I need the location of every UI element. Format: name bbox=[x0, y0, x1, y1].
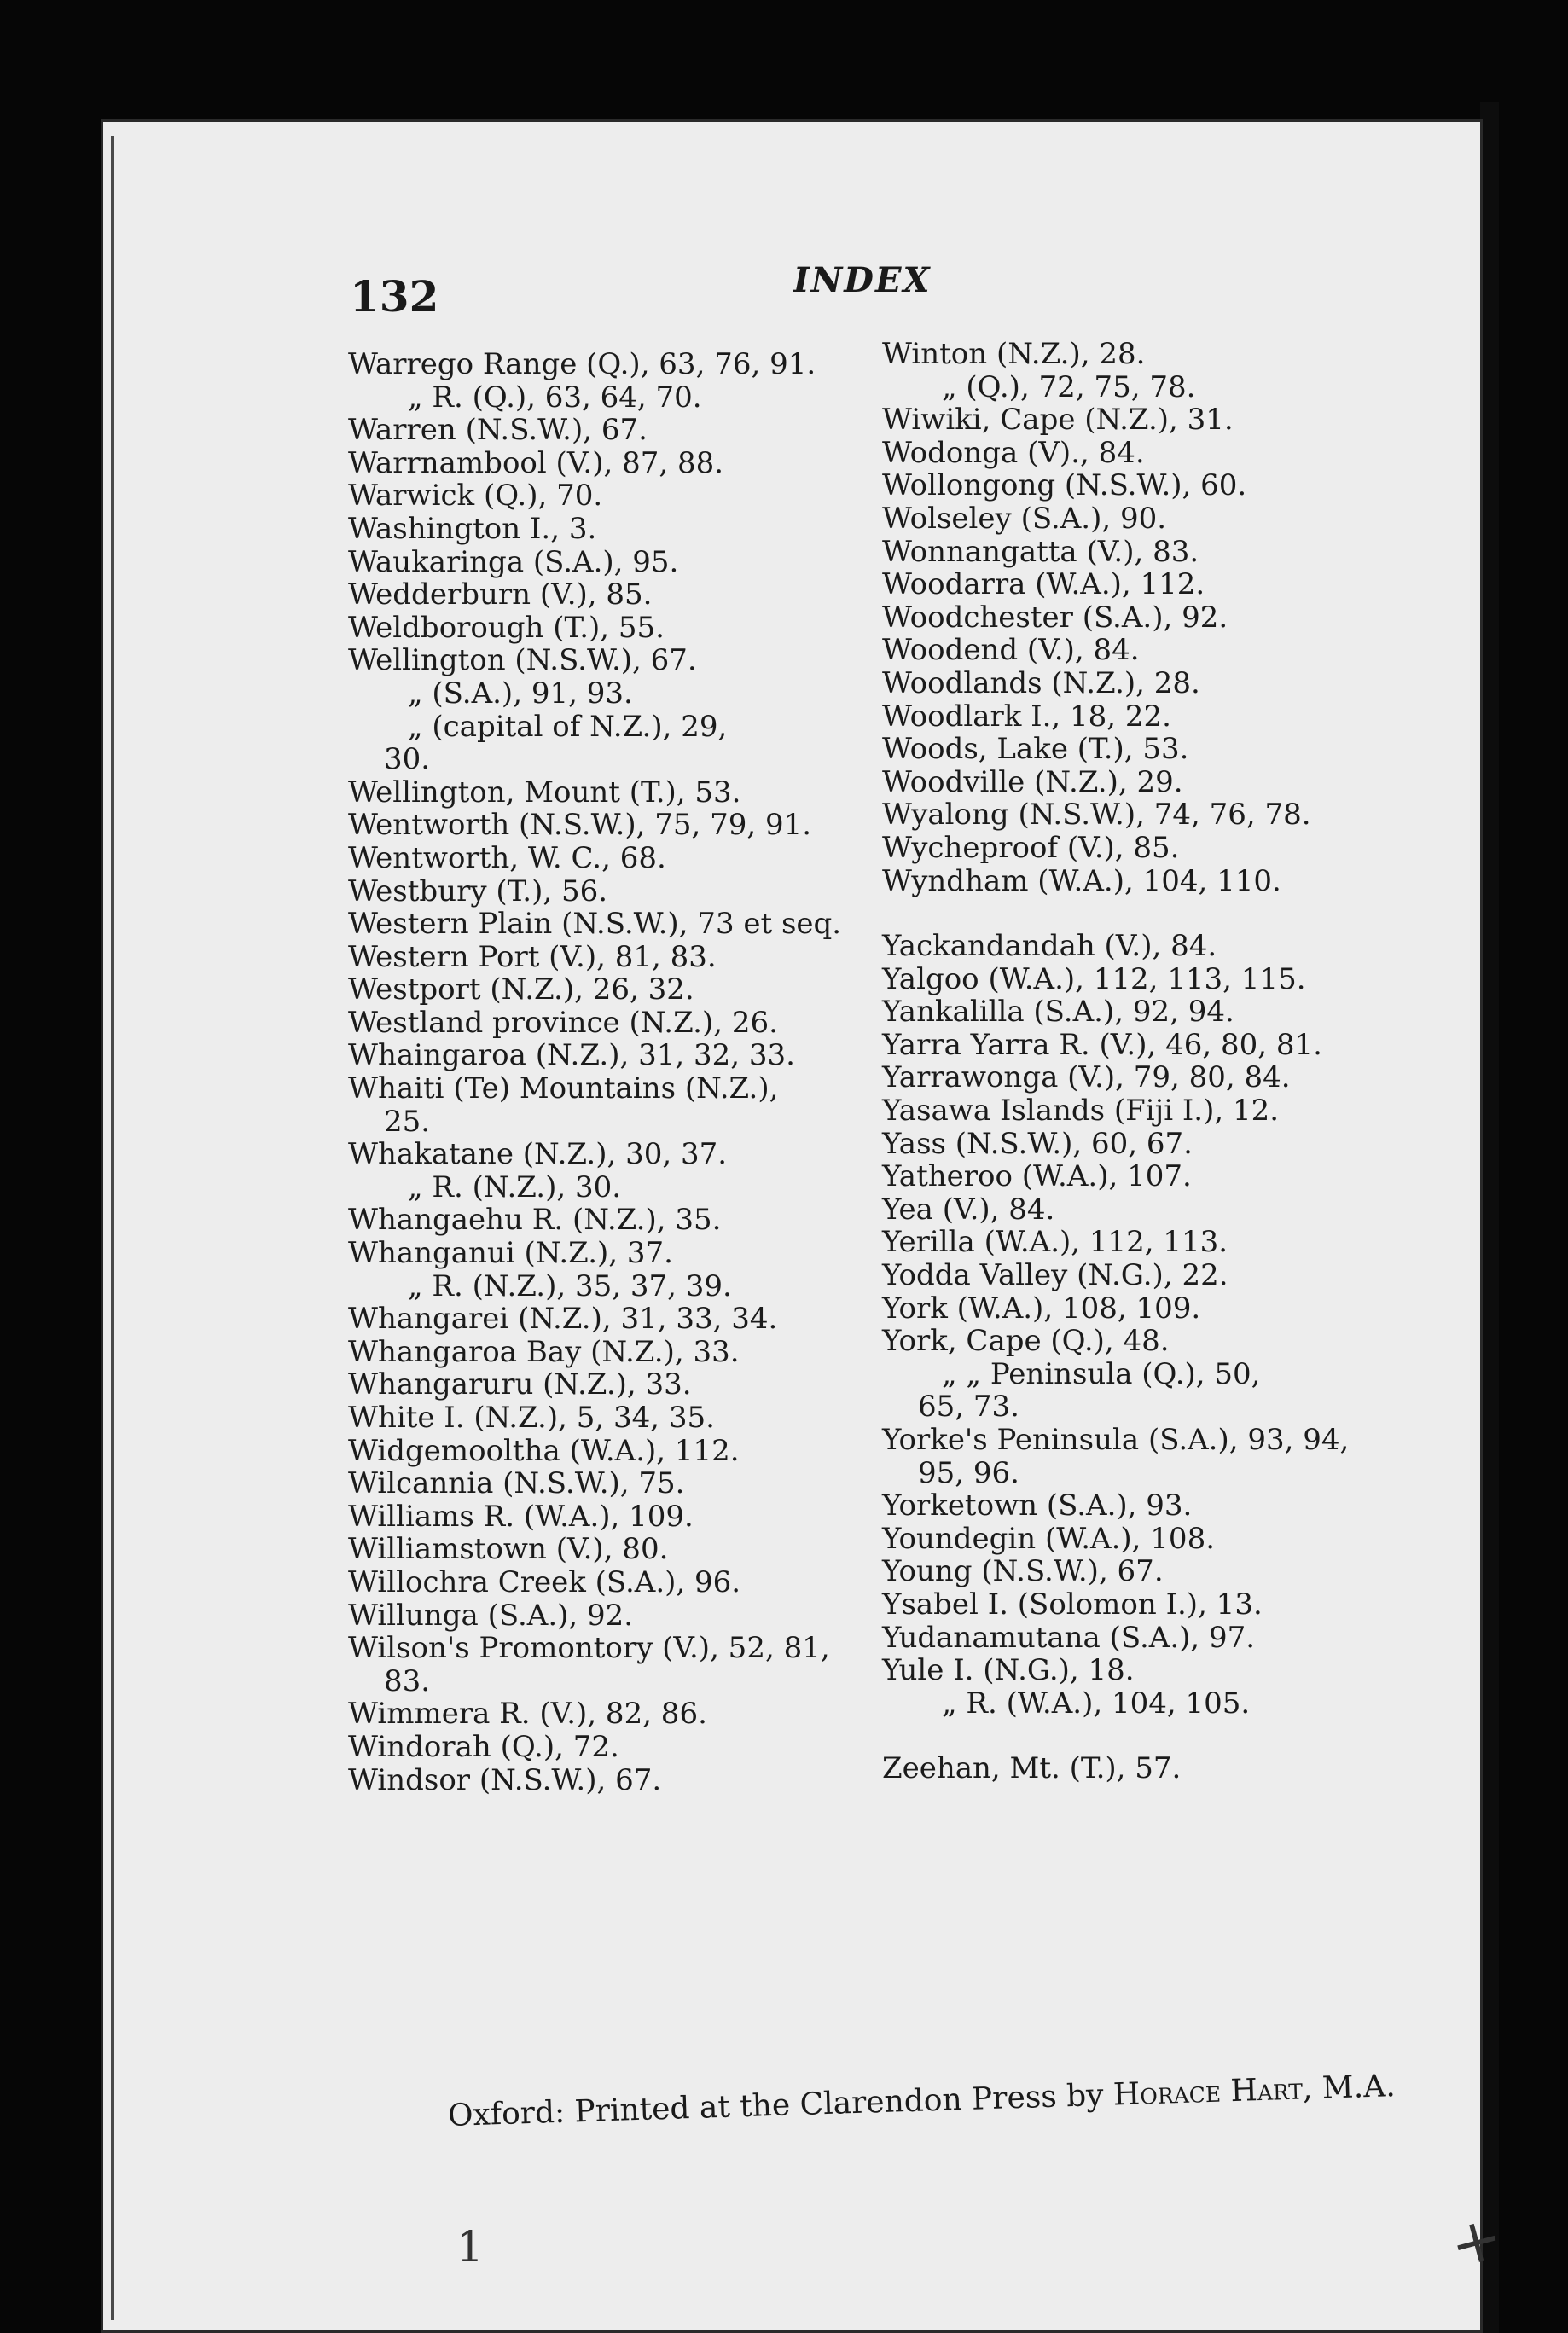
page-gutter-line bbox=[111, 136, 114, 2320]
index-entry-continuation: 83. bbox=[384, 1663, 431, 1698]
index-entry: Wimmera R. (V.), 82, 86. bbox=[348, 1697, 707, 1732]
index-entry: Whanganui (N.Z.), 37. bbox=[348, 1236, 673, 1271]
index-entry: Warren (N.S.W.), 67. bbox=[348, 413, 648, 448]
handwritten-mark-left: 1 bbox=[456, 2222, 484, 2272]
index-entry: Whangaehu R. (N.Z.), 35. bbox=[348, 1203, 722, 1238]
index-entry: Young (N.S.W.), 67. bbox=[882, 1554, 1164, 1589]
index-entry: Youndegin (W.A.), 108. bbox=[882, 1521, 1216, 1556]
running-head: INDEX bbox=[793, 260, 932, 300]
index-entry: York (W.A.), 108, 109. bbox=[882, 1291, 1201, 1326]
scan-dark-edge bbox=[1480, 102, 1499, 2333]
handwritten-mark-right: + bbox=[1442, 2199, 1511, 2283]
index-entry: Zeehan, Mt. (T.), 57. bbox=[882, 1751, 1182, 1786]
index-entry-continuation: 25. bbox=[384, 1104, 431, 1139]
index-entry: Yodda Valley (N.G.), 22. bbox=[882, 1258, 1228, 1293]
index-entry: Yorke's Peninsula (S.A.), 93, 94, bbox=[882, 1423, 1350, 1457]
index-entry: Williams R. (W.A.), 109. bbox=[348, 1499, 694, 1534]
index-entry: Western Plain (N.S.W.), 73 et seq. bbox=[348, 907, 842, 942]
index-entry: „ R. (W.A.), 104, 105. bbox=[942, 1686, 1251, 1721]
index-entry: Wellington, Mount (T.), 53. bbox=[348, 775, 741, 810]
index-entry: Yasawa Islands (Fiji I.), 12. bbox=[882, 1094, 1280, 1129]
index-entry: Weldborough (T.), 55. bbox=[348, 610, 665, 645]
index-entry: Whangaroa Bay (N.Z.), 33. bbox=[348, 1334, 740, 1369]
index-entry: Woodlark I., 18, 22. bbox=[882, 699, 1171, 734]
index-entry: „ (capital of N.Z.), 29, bbox=[408, 709, 728, 744]
index-entry: Ysabel I. (Solomon I.), 13. bbox=[882, 1587, 1263, 1622]
index-entry: Wellington (N.S.W.), 67. bbox=[348, 643, 697, 678]
index-entry: Westport (N.Z.), 26, 32. bbox=[348, 972, 694, 1007]
index-entry: Wolseley (S.A.), 90. bbox=[882, 501, 1167, 536]
index-entry: Wentworth (N.S.W.), 75, 79, 91. bbox=[348, 808, 812, 843]
index-entry: Yackandandah (V.), 84. bbox=[882, 929, 1217, 964]
index-entry: „ „ Peninsula (Q.), 50, bbox=[942, 1356, 1261, 1391]
index-entry: Yea (V.), 84. bbox=[882, 1192, 1055, 1227]
index-entry: Woodville (N.Z.), 29. bbox=[882, 764, 1183, 799]
imprint-printer-name: Horace Hart bbox=[1112, 2071, 1304, 2113]
index-entry: Woodarra (W.A.), 112. bbox=[882, 567, 1205, 602]
index-entry: Whangarei (N.Z.), 31, 33, 34. bbox=[348, 1302, 778, 1337]
index-entry: Whakatane (N.Z.), 30, 37. bbox=[348, 1137, 728, 1172]
index-entry: Yalgoo (W.A.), 112, 113, 115. bbox=[882, 961, 1306, 996]
index-entry: Woodend (V.), 84. bbox=[882, 633, 1140, 668]
index-entry: Westland province (N.Z.), 26. bbox=[348, 1005, 778, 1040]
index-entry: Yerilla (W.A.), 112, 113. bbox=[882, 1225, 1228, 1260]
index-entry: Willochra Creek (S.A.), 96. bbox=[348, 1564, 741, 1599]
index-entry: Wodonga (V)., 84. bbox=[882, 435, 1145, 470]
index-entry: Woodlands (N.Z.), 28. bbox=[882, 665, 1200, 700]
index-entry: Wonnangatta (V.), 83. bbox=[882, 534, 1199, 569]
index-entry: Yankalilla (S.A.), 92, 94. bbox=[882, 995, 1234, 1030]
index-entry: Yudanamutana (S.A.), 97. bbox=[882, 1620, 1256, 1655]
index-entry: Wollongong (N.S.W.), 60. bbox=[882, 468, 1247, 503]
index-entry: Yarra Yarra R. (V.), 46, 80, 81. bbox=[882, 1027, 1322, 1062]
index-entry: Yatheroo (W.A.), 107. bbox=[882, 1159, 1192, 1194]
index-entry: Willunga (S.A.), 92. bbox=[348, 1598, 634, 1633]
index-entry: Yule I. (N.G.), 18. bbox=[882, 1653, 1135, 1688]
index-entry: Warrego Range (Q.), 63, 76, 91. bbox=[348, 347, 816, 381]
index-entry-continuation: 95, 96. bbox=[918, 1455, 1019, 1490]
index-entry: Whaiti (Te) Mountains (N.Z.), bbox=[348, 1071, 779, 1106]
index-entry: Warrnambool (V.), 87, 88. bbox=[348, 445, 724, 480]
index-entry-continuation: 65, 73. bbox=[918, 1390, 1019, 1425]
index-entry: „ R. (N.Z.), 35, 37, 39. bbox=[408, 1268, 732, 1303]
index-section-gap bbox=[882, 897, 1360, 930]
index-entry: Windorah (Q.), 72. bbox=[348, 1729, 619, 1764]
index-entry: „ R. (N.Z.), 30. bbox=[408, 1169, 622, 1204]
index-section-gap bbox=[882, 1720, 1360, 1752]
index-entry: Wyndham (W.A.), 104, 110. bbox=[882, 863, 1281, 898]
index-entry: Wyalong (N.S.W.), 74, 76, 78. bbox=[882, 798, 1311, 833]
index-entry: Wycheproof (V.), 85. bbox=[882, 830, 1180, 865]
index-entry: „ R. (Q.), 63, 64, 70. bbox=[408, 380, 702, 415]
index-entry: „ (Q.), 72, 75, 78. bbox=[942, 369, 1196, 404]
index-entry: Western Port (V.), 81, 83. bbox=[348, 939, 717, 974]
index-entry: Winton (N.Z.), 28. bbox=[882, 337, 1146, 371]
index-entry: Waukaringa (S.A.), 95. bbox=[348, 544, 679, 579]
index-entry: White I. (N.Z.), 5, 34, 35. bbox=[348, 1401, 715, 1435]
index-column-left bbox=[348, 348, 860, 1796]
index-entry: Whangaruru (N.Z.), 33. bbox=[348, 1367, 692, 1402]
index-entry: Yarrawonga (V.), 79, 80, 84. bbox=[882, 1060, 1291, 1095]
index-entry: Westbury (T.), 56. bbox=[348, 873, 608, 908]
index-column-right bbox=[882, 338, 1360, 1785]
index-entry: Whaingaroa (N.Z.), 31, 32, 33. bbox=[348, 1038, 795, 1073]
index-entry: Warwick (Q.), 70. bbox=[348, 479, 603, 514]
index-entry: York, Cape (Q.), 48. bbox=[882, 1324, 1170, 1359]
index-entry: Widgemooltha (W.A.), 112. bbox=[348, 1433, 740, 1468]
imprint-prefix: Oxford: Printed at the Clarendon Press by bbox=[447, 2077, 1114, 2133]
index-entry: Williamstown (V.), 80. bbox=[348, 1532, 669, 1567]
index-entry: Windsor (N.S.W.), 67. bbox=[348, 1762, 662, 1797]
index-entry-continuation: 30. bbox=[384, 742, 431, 777]
index-entry: Wiwiki, Cape (N.Z.), 31. bbox=[882, 403, 1234, 438]
index-entry: Yorketown (S.A.), 93. bbox=[882, 1489, 1193, 1523]
index-entry: „ (S.A.), 91, 93. bbox=[408, 676, 633, 711]
page-number: 132 bbox=[350, 271, 439, 322]
index-entry: Wentworth, W. C., 68. bbox=[348, 840, 666, 875]
index-entry: Washington I., 3. bbox=[348, 511, 597, 546]
index-entry: Wilcannia (N.S.W.), 75. bbox=[348, 1466, 685, 1501]
index-entry: Yass (N.S.W.), 60, 67. bbox=[882, 1126, 1193, 1161]
imprint-suffix: , M.A. bbox=[1302, 2069, 1397, 2107]
index-entry: Wedderburn (V.), 85. bbox=[348, 577, 653, 612]
index-entry: Wilson's Promontory (V.), 52, 81, bbox=[348, 1631, 830, 1666]
index-entry: Woodchester (S.A.), 92. bbox=[882, 600, 1228, 635]
index-entry: Woods, Lake (T.), 53. bbox=[882, 732, 1189, 767]
